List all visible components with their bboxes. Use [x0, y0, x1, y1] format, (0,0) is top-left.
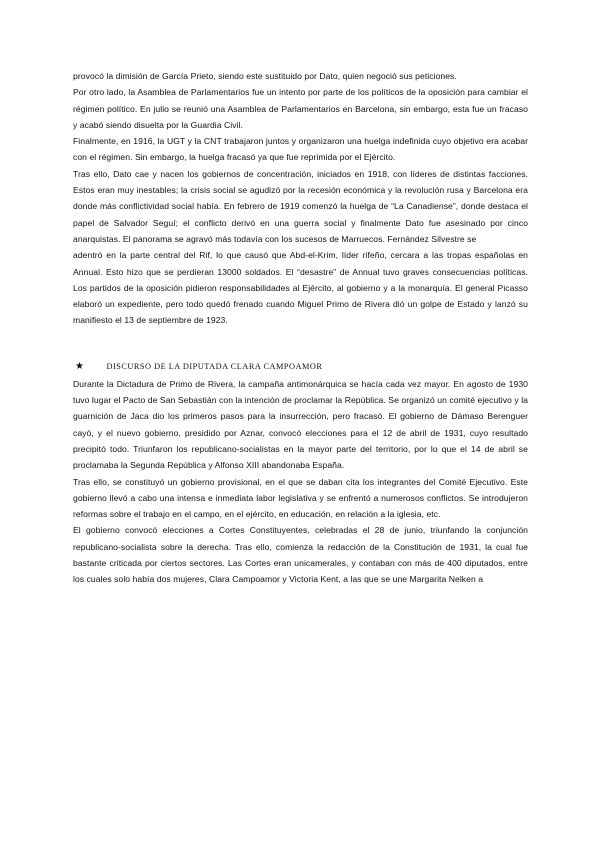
star-icon: ★: [75, 360, 85, 372]
paragraph: Tras ello, se constituyó un gobierno provisional, en el que se daban cita los integrantes del Comité Ejecutivo. Este gobierno llevó a cabo una intensa e inmediata labor legislativa y se enfrentó a numerosos conflictos. Se introdujeron reformas sobre el trabajo en el campo, en el ejército, en educación, en relación a la iglesia, etc.: [73, 476, 528, 520]
paragraph: El gobierno convocó elecciones a Cortes Constituyentes, celebradas el 28 de junio, triunfando la conjunción republicano-socialista sobre la derecha. Tras ello, comienza la redacción de la Constitución de 1931, la cual fue bastante criticada por ciertos sectores. Las Cortes eran unicamerales, y contaban con más de 400 diputados, entre los cuales solo había dos mujeres, Clara Campoamor y Victoria Kent, a las que se une Margarita Nelken a: [73, 525, 528, 585]
paragraph: provocó la dimisión de García Prieto, siendo este sustituido por Dato, quien negoció sus peticiones.: [73, 71, 457, 81]
section-heading-text: DISCURSO DE LA DIPUTADA CLARA CAMPOAMOR: [106, 361, 323, 371]
document-page: [73, 68, 528, 588]
paragraph: adentró en la parte central del Rif, lo que causó que Abd-el-Krim, líder rifeño, cercara a las tropas españolas en Annual. Esto hizo que se perdieran 13000 soldados. El “desastre” de Annual tuvo graves consecuencias políticas. Los partidos de la oposición pidieron responsabilidades al Ejército, al gobierno y a la monarquía. El general Picasso elaboró un expediente, pero todo quedó frenado cuando Miguel Primo de Rivera dió un golpe de Estado y lanzó su manifiesto el 13 de septiembre de 1923.: [73, 250, 528, 326]
paragraph: Por otro lado, la Asamblea de Parlamentarios fue un intento por parte de los políticos de la oposición para cambiar el régimen político. En julio se reunió una Asamblea de Parlamentarios en Barcelona, sin embargo, esta fue un fracaso y acabó siendo disuelta por la Guardia Civil.: [73, 87, 528, 130]
paragraph: Durante la Dictadura de Primo de Rivera, la campaña antimonárquica se hacía cada vez mayor. En agosto de 1930 tuvo lugar el Pacto de San Sebastián con la intención de proclamar la República. Se organizó un comité ejecutivo y la guarnición de Jaca dio los primeros pasos para la insurrección, pero fracasó. El gobierno de Dámaso Berenguer cayó, y el nuevo gobierno, presidido por Aznar, convocó elecciones para el 12 de abril de 1931, cuyo resultado precipitó todo. Triunfaron los republicano-socialistas en la mayor parte del territorio, por lo que el 14 de abril se proclamaba la Segunda República y Alfonso XIII abandonaba España.: [73, 378, 528, 471]
section-heading: [73, 359, 528, 375]
paragraph: Tras ello, Dato cae y nacen los gobiernos de concentración, iniciados en 1918, con líderes de distintas facciones. Estos eran muy inestables; la crisis social se agudizó por la recesión económica y la revolución rusa y Barcelona era donde más conflictividad social había. En febrero de 1919 comenzó la huelga de “La Canadiense”, donde destaca el papel de Salvador Seguí; el conflicto derivó en una guerra social y finalmente Dato fue asesinado por cinco anarquistas. El panorama se agravó más todavía con los sucesos de Marruecos. Fernández Silvestre se: [73, 168, 528, 244]
paragraph: Finalmente, en 1916, la UGT y la CNT trabajaron juntos y organizaron una huelga indefinida cuyo objetivo era acabar con el régimen. Sin embargo, la huelga fracasó ya que fue reprimida por el Ejército.: [73, 136, 528, 163]
